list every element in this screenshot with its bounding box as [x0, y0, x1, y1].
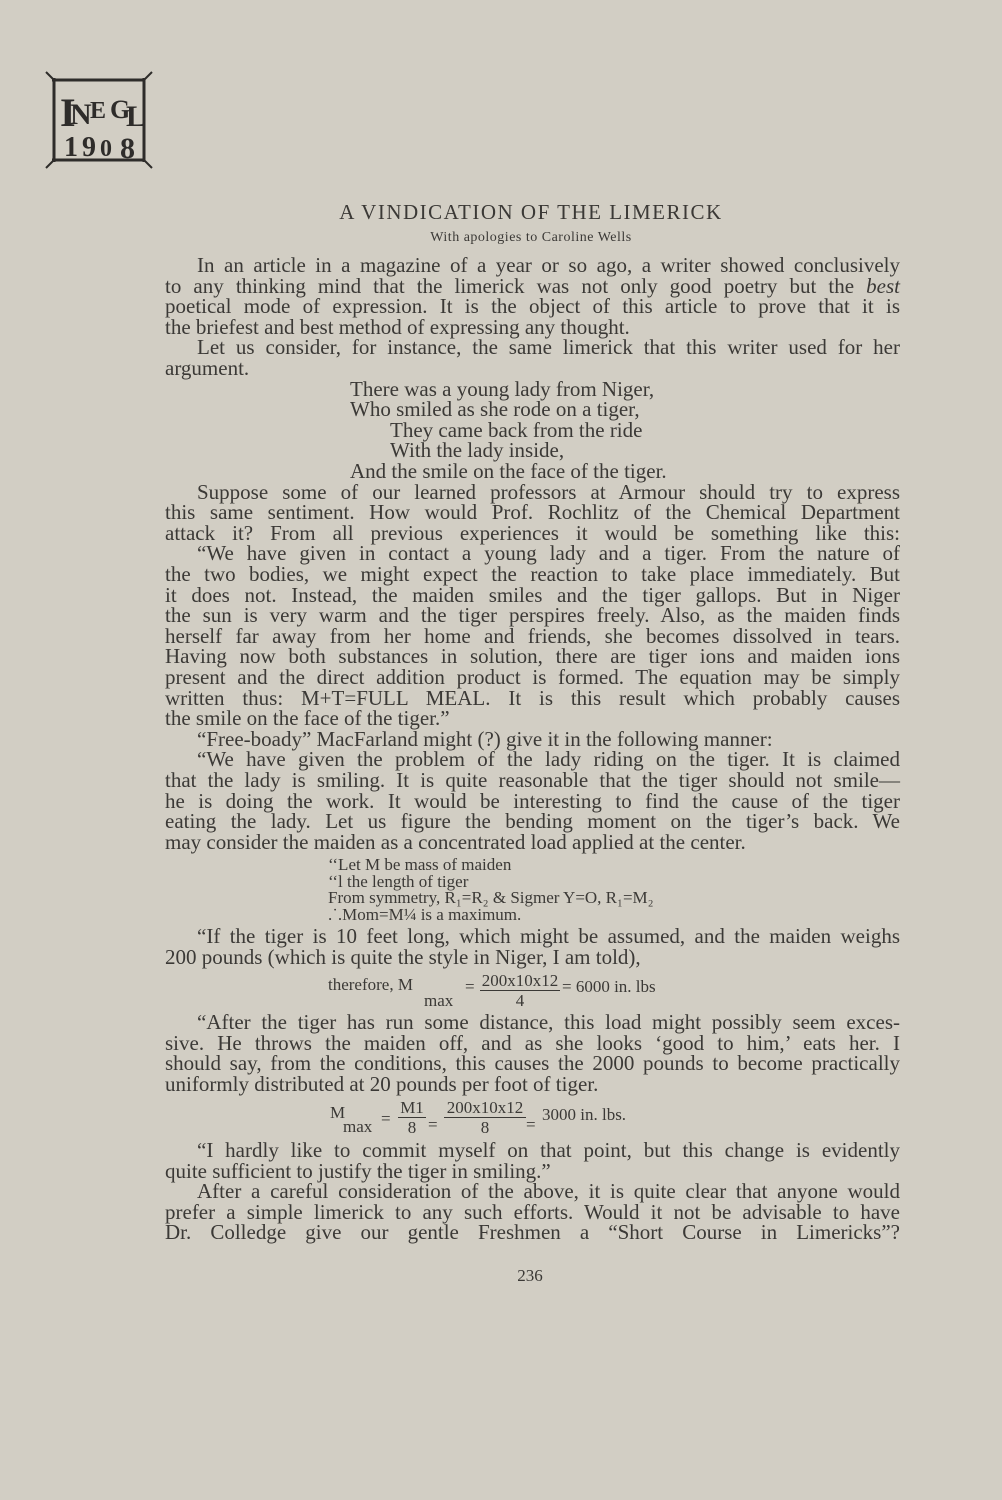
line-text: “Free-boady” MacFarland might (?) give it in the following manner: — [197, 726, 773, 751]
formula-equals: = — [526, 1115, 536, 1134]
calculation-line: ‘‘l the length of tiger — [328, 871, 469, 891]
denominator: 4 — [515, 991, 525, 1010]
numerator: M1 — [398, 1099, 426, 1118]
article-title: A VINDICATION OF THE LIMERICK — [339, 200, 723, 224]
line-text: poetical mode of expression. It is the object of this article to prove that it is — [165, 294, 900, 319]
line-text: the two bodies, we might expect the reaction to take place immediately. But — [165, 562, 900, 586]
line-text: With the lady inside, — [390, 438, 565, 463]
line-text: may consider the maiden as a concentrated load applied at the center. — [165, 829, 746, 854]
line-text: quite sufficient to justify the tiger in smiling.” — [165, 1158, 551, 1183]
text-line — [197, 337, 900, 358]
line-text: the briefest and best method of expressing any thought. — [165, 314, 630, 339]
calculation-line: ‘‘Let M be mass of maiden — [328, 855, 512, 874]
line-text: Who smiled as she rode on a tiger, — [350, 397, 640, 422]
svg-text:1: 1 — [64, 132, 78, 163]
line-text: the sun is very warm and the tiger perspires freely. Also, as the maiden finds — [165, 603, 900, 628]
emphasis-text: best — [866, 273, 900, 298]
line-text: “I hardly like to commit myself on that point, but this change is evidently — [197, 1138, 900, 1162]
calculation-line: From symmetry, R₁=R₂ & Sigmer Y=O, R₁=M₂ — [328, 888, 654, 908]
calculation-line: .˙.Mom=M¼ is a maximum. — [328, 905, 522, 925]
formula-fraction — [480, 972, 560, 1009]
line-text: There was a young lady from Niger, — [350, 376, 655, 401]
page-number: 236 — [517, 1266, 543, 1285]
line-text: herself far away from her home and friends, she becomes dissolved in tears. — [165, 623, 900, 648]
formula-result: = 6000 in. lbs — [562, 977, 656, 996]
formula-lead: therefore, M — [328, 975, 413, 994]
formula-equals: = — [381, 1109, 391, 1128]
line-text: should say, from the conditions, this causes the 2000 pounds to become practically — [165, 1051, 900, 1076]
line-text: written thus: M+T=FULL MEAL. It is this result which probably causes — [165, 685, 900, 710]
svg-text:N: N — [70, 98, 92, 131]
svg-text:8: 8 — [120, 132, 135, 165]
text-line — [165, 829, 746, 854]
numerator: 200x10x12 — [481, 971, 559, 990]
line-text: to any thinking mind that the limerick was not only good poetry but the — [165, 273, 867, 298]
line-text: present and the direct addition product is formed. The equation may be simply — [165, 665, 900, 689]
line-text: They came back from the ride — [390, 417, 643, 442]
line-text: it does not. Instead, the maiden smiles and the tiger gallops. But in Niger — [165, 582, 900, 607]
line-text: sive. He throws the maiden off, and as she looks ‘good to him,’ eats her. I — [165, 1030, 900, 1055]
line-text: attack it? From all previous experiences it would be something like this: — [165, 520, 900, 545]
line-text: prefer a simple limerick to any such efforts. Would it not be advisable to have — [165, 1199, 900, 1224]
svg-text:I: I — [60, 90, 76, 135]
formula-subscript: max — [343, 1117, 373, 1136]
line-text: he is doing the work. It would be interesting to find the cause of the tiger — [165, 788, 900, 813]
line-text: “If the tiger is 10 feet long, which might be assumed, and the maiden weighs — [197, 924, 900, 948]
line-text: And the smile on the face of the tiger. — [350, 459, 667, 483]
line-text: “After the tiger has run some distance, this load might possibly seem exces- — [197, 1010, 900, 1034]
article-subtitle: With apologies to Caroline Wells — [430, 230, 632, 245]
line-text: Suppose some of our learned professors at Armour should try to express — [197, 479, 900, 504]
line-text: this same sentiment. How would Prof. Rochlitz of the Chemical Department — [165, 500, 900, 525]
formula-fraction — [444, 1099, 526, 1136]
line-text: Dr. Colledge give our gentle Freshmen a “Short Course in Limericks”? — [165, 1220, 900, 1245]
line-text: uniformly distributed at 20 pounds per foot of tiger. — [165, 1071, 599, 1096]
text-line — [165, 1071, 599, 1096]
line-text: 200 pounds (which is quite the style in Niger, I am told), — [165, 944, 641, 969]
svg-text:E: E — [90, 98, 107, 124]
svg-text:0: 0 — [100, 136, 112, 162]
text-line — [165, 1222, 900, 1243]
line-text: Having now both substances in solution, there are tiger ions and maiden ions — [165, 644, 900, 669]
formula-result: 3000 in. lbs. — [542, 1105, 627, 1124]
numerator: 200x10x12 — [444, 1099, 526, 1118]
line-text: the smile on the face of the tiger.” — [165, 706, 450, 731]
line-text: eating the lady. Let us figure the bending moment on the tiger’s back. We — [165, 809, 900, 834]
formula-subscript: max — [424, 991, 454, 1010]
formula-fraction — [398, 1099, 426, 1136]
svg-text:L: L — [126, 100, 147, 133]
text-line — [165, 944, 641, 969]
denominator: 8 — [480, 1118, 490, 1137]
svg-text:G: G — [110, 95, 131, 124]
formula-lead: M — [330, 1103, 346, 1122]
line-text: argument. — [165, 356, 250, 380]
line-text: “We have given the problem of the lady riding on the tiger. It is claimed — [197, 747, 900, 772]
line-text: After a careful consideration of the above, it is quite clear that anyone would — [197, 1179, 900, 1204]
integral-1908-logo — [44, 68, 154, 177]
line-text: that the lady is smiling. It is quite reasonable that the tiger should not smile— — [165, 768, 900, 792]
svg-text:9: 9 — [82, 132, 96, 163]
formula-equals: = — [428, 1115, 438, 1134]
line-text: Let us consider, for instance, the same limerick that this writer used for her — [197, 335, 900, 360]
line-text: In an article in a magazine of a year or so ago, a writer showed conclusively — [197, 253, 900, 277]
denominator: 8 — [407, 1118, 417, 1137]
formula-equals: = — [465, 977, 475, 996]
text-line — [165, 358, 249, 379]
line-text: “We have given in contact a young lady and a tiger. From the nature of — [197, 541, 900, 566]
